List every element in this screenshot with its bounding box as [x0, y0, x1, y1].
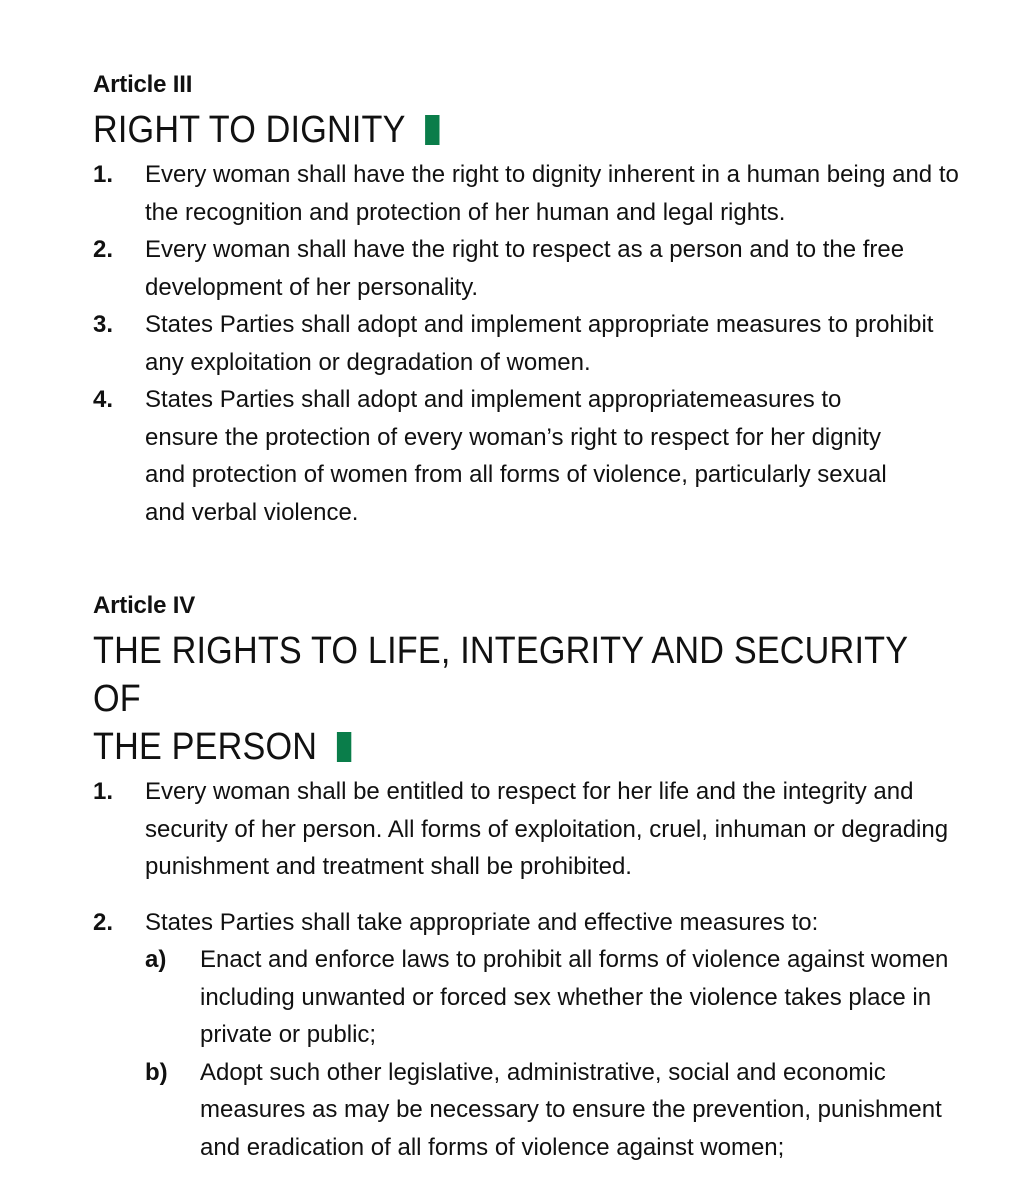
- sub-item-letter: a): [145, 946, 167, 973]
- item-number: 1.: [93, 161, 114, 188]
- article-iii-title-text: RIGHT TO DIGNITY: [93, 109, 406, 151]
- article-iv-title: [93, 627, 939, 771]
- item-text: Every woman shall have the right to dignity inherent in a human being and to the recognition and protection of her human and legal rights.: [145, 161, 959, 226]
- article-iv-sub-item-b: [145, 1054, 973, 1167]
- article-iii-item-2: [93, 231, 973, 306]
- item-number: 1.: [93, 778, 114, 805]
- sub-item-letter: b): [145, 1058, 168, 1086]
- item-text: States Parties shall take appropriate and effective measures to:: [145, 908, 819, 936]
- green-square-marker-icon: [425, 115, 439, 145]
- item-number: 4.: [93, 386, 114, 413]
- article-iv-title-line1: THE RIGHTS TO LIFE, INTEGRITY AND SECURITY OF: [93, 630, 908, 720]
- item-number: 2.: [93, 236, 114, 263]
- article-iv-sub-items: [93, 941, 973, 1166]
- article-iii-title: [93, 106, 939, 154]
- item-text: Every woman shall have the right to respect as a person and to the free development of her personality.: [145, 236, 905, 301]
- green-square-marker-icon: [337, 732, 351, 762]
- article-iv-item-1: [93, 773, 973, 886]
- article-iii-item-4: [93, 381, 973, 531]
- article-iv-label: Article IV: [93, 592, 196, 619]
- document-page: [93, 70, 973, 1166]
- item-text: States Parties shall adopt and implement appropriatemeasures to ensure the protection of every woman’s right to respect for her dignity and protection of women from all forms of violence, particularly sexual and verbal violence.: [145, 386, 887, 526]
- article-iii-section: [93, 70, 973, 531]
- article-iii-item-3: [93, 306, 973, 381]
- sub-item-text: Adopt such other legislative, administrative, social and economic measures as may be necessary to ensure the prevention, punishment and eradication of all forms of violence against women;: [200, 1058, 942, 1161]
- item-text: Every woman shall be entitled to respect for her life and the integrity and security of her person. All forms of exploitation, cruel, inhuman or degrading punishment and treatment shall be prohibited.: [145, 778, 949, 880]
- item-number: 2.: [93, 908, 114, 936]
- article-iv-item-2: [93, 904, 973, 942]
- sub-item-text: Enact and enforce laws to prohibit all forms of violence against women including unwanted or forced sex whether the violence takes place in private or public;: [200, 946, 949, 1048]
- item-spacer: [93, 886, 973, 904]
- article-iv-section: [93, 591, 973, 1166]
- article-iii-label: Article III: [93, 71, 193, 98]
- article-iv-sub-item-a: [145, 941, 973, 1054]
- article-iii-item-1: [93, 156, 973, 231]
- article-iv-title-line2: THE PERSON: [93, 726, 318, 768]
- section-spacer: [93, 531, 973, 591]
- item-text: States Parties shall adopt and implement appropriate measures to prohibit any exploitation or degradation of women.: [145, 311, 934, 376]
- item-number: 3.: [93, 311, 114, 338]
